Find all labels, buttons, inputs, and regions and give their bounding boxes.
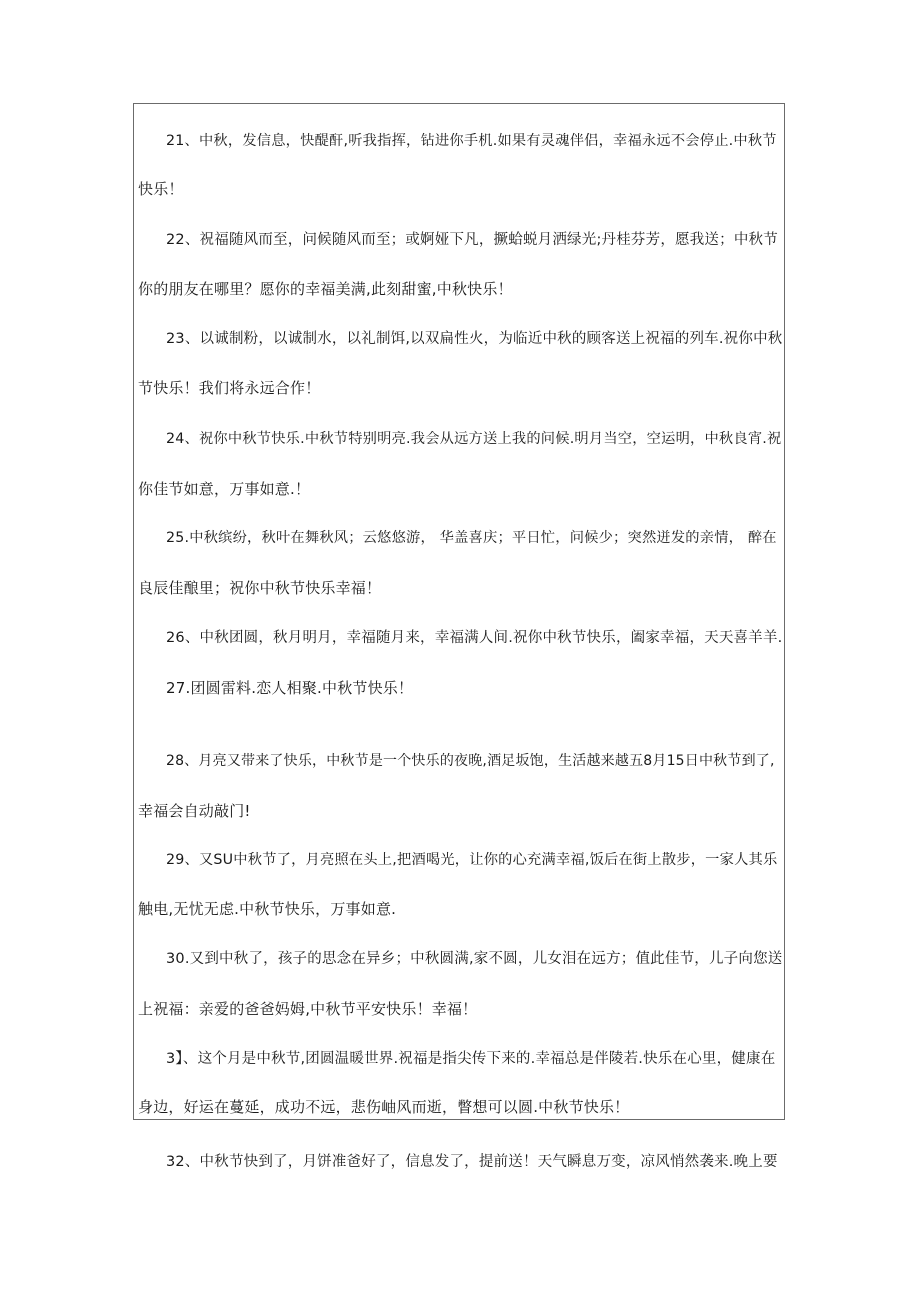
paragraph-line: 25.中秋缤纷，秋叶在舞秋风；云悠悠游， 华盖喜庆；平日忙，问候少；突然迸发的亲情， 醉在 <box>166 530 777 546</box>
paragraph-line: 你的朋友在哪里？愿你的幸福美满,此刻甜蜜,中秋快乐！ <box>138 280 513 298</box>
paragraph-line: 27.团圆雷料.恋人相聚.中秋节快乐！ <box>166 679 414 697</box>
paragraph-line: 节快乐！我们将永远合作！ <box>138 379 321 397</box>
paragraph-line: 21、中秋，发信息，快醍酐,听我指挥，钻进你手机.如果有灵魂伴侣，幸福永远不会停止.中秋节 <box>166 133 777 149</box>
paragraph-line: 23、以诚制粉，以诚制水，以礼制饵,以双扁性火，为临近中秋的顾客送上祝福的列车.祝你中秋 <box>166 331 783 347</box>
paragraph-line: 上祝福：亲爱的爸爸妈姆,中秋节平安快乐！幸福！ <box>138 1000 478 1018</box>
paragraph-line: 22、祝福随风而至，问候随风而至；或婀娅下凡，撅蛤蜕月洒绿光;丹桂芬芳，愿我送；中秋节 <box>166 232 778 248</box>
paragraph-line: 幸福会自动敲门! <box>138 802 251 820</box>
paragraph-line: 良辰佳酿里；祝你中秋节快乐幸福！ <box>138 579 382 597</box>
paragraph-line: 32、中秋节快到了，月饼准爸好了，信息发了，提前送！天气瞬息万变，凉风悄然袭来.晚上要 <box>166 1154 778 1170</box>
paragraph-line: 29、又SU中秋节了，月亮照在头上,把酒喝光，让你的心充满幸福,饭后在街上散步，一家人其乐 <box>166 852 778 868</box>
paragraph-line: 28、月亮又带来了快乐，中秋节是一个快乐的夜晚,酒足坂饱，生活越来越五8月15日中秋节到了, <box>166 753 775 769</box>
paragraph-line: 3】、这个月是中秋节,团圆温暖世界.祝福是指尖传下来的.幸福总是伴陵若.快乐在心里，健康在 <box>166 1051 776 1067</box>
paragraph-line: 触电,无忧无虑.中秋节快乐，万事如意. <box>138 900 397 918</box>
paragraph-line: 你佳节如意，万事如意.！ <box>138 480 311 498</box>
paragraph-line: 26、中秋团圆，秋月明月，幸福随月来，幸福满人间.祝你中秋节快乐，阖家幸福，天天喜羊羊. <box>166 630 783 646</box>
paragraph-line: 30.又到中秋了，孩子的思念在异乡；中秋圆满,家不圆，儿女泪在远方；值此佳节，儿子向您送 <box>166 951 783 967</box>
paragraph-line: 24、祝你中秋节快乐.中秋节特别明亮.我会从远方送上我的问候.明月当空，空运明，中秋良宵.祝 <box>166 431 782 447</box>
paragraph-line: 身边，好运在蔓延，成功不远，悲伤岫风而逝，瞥想可以圆.中秋节快乐！ <box>138 1098 630 1116</box>
paragraph-line: 快乐！ <box>138 180 184 198</box>
